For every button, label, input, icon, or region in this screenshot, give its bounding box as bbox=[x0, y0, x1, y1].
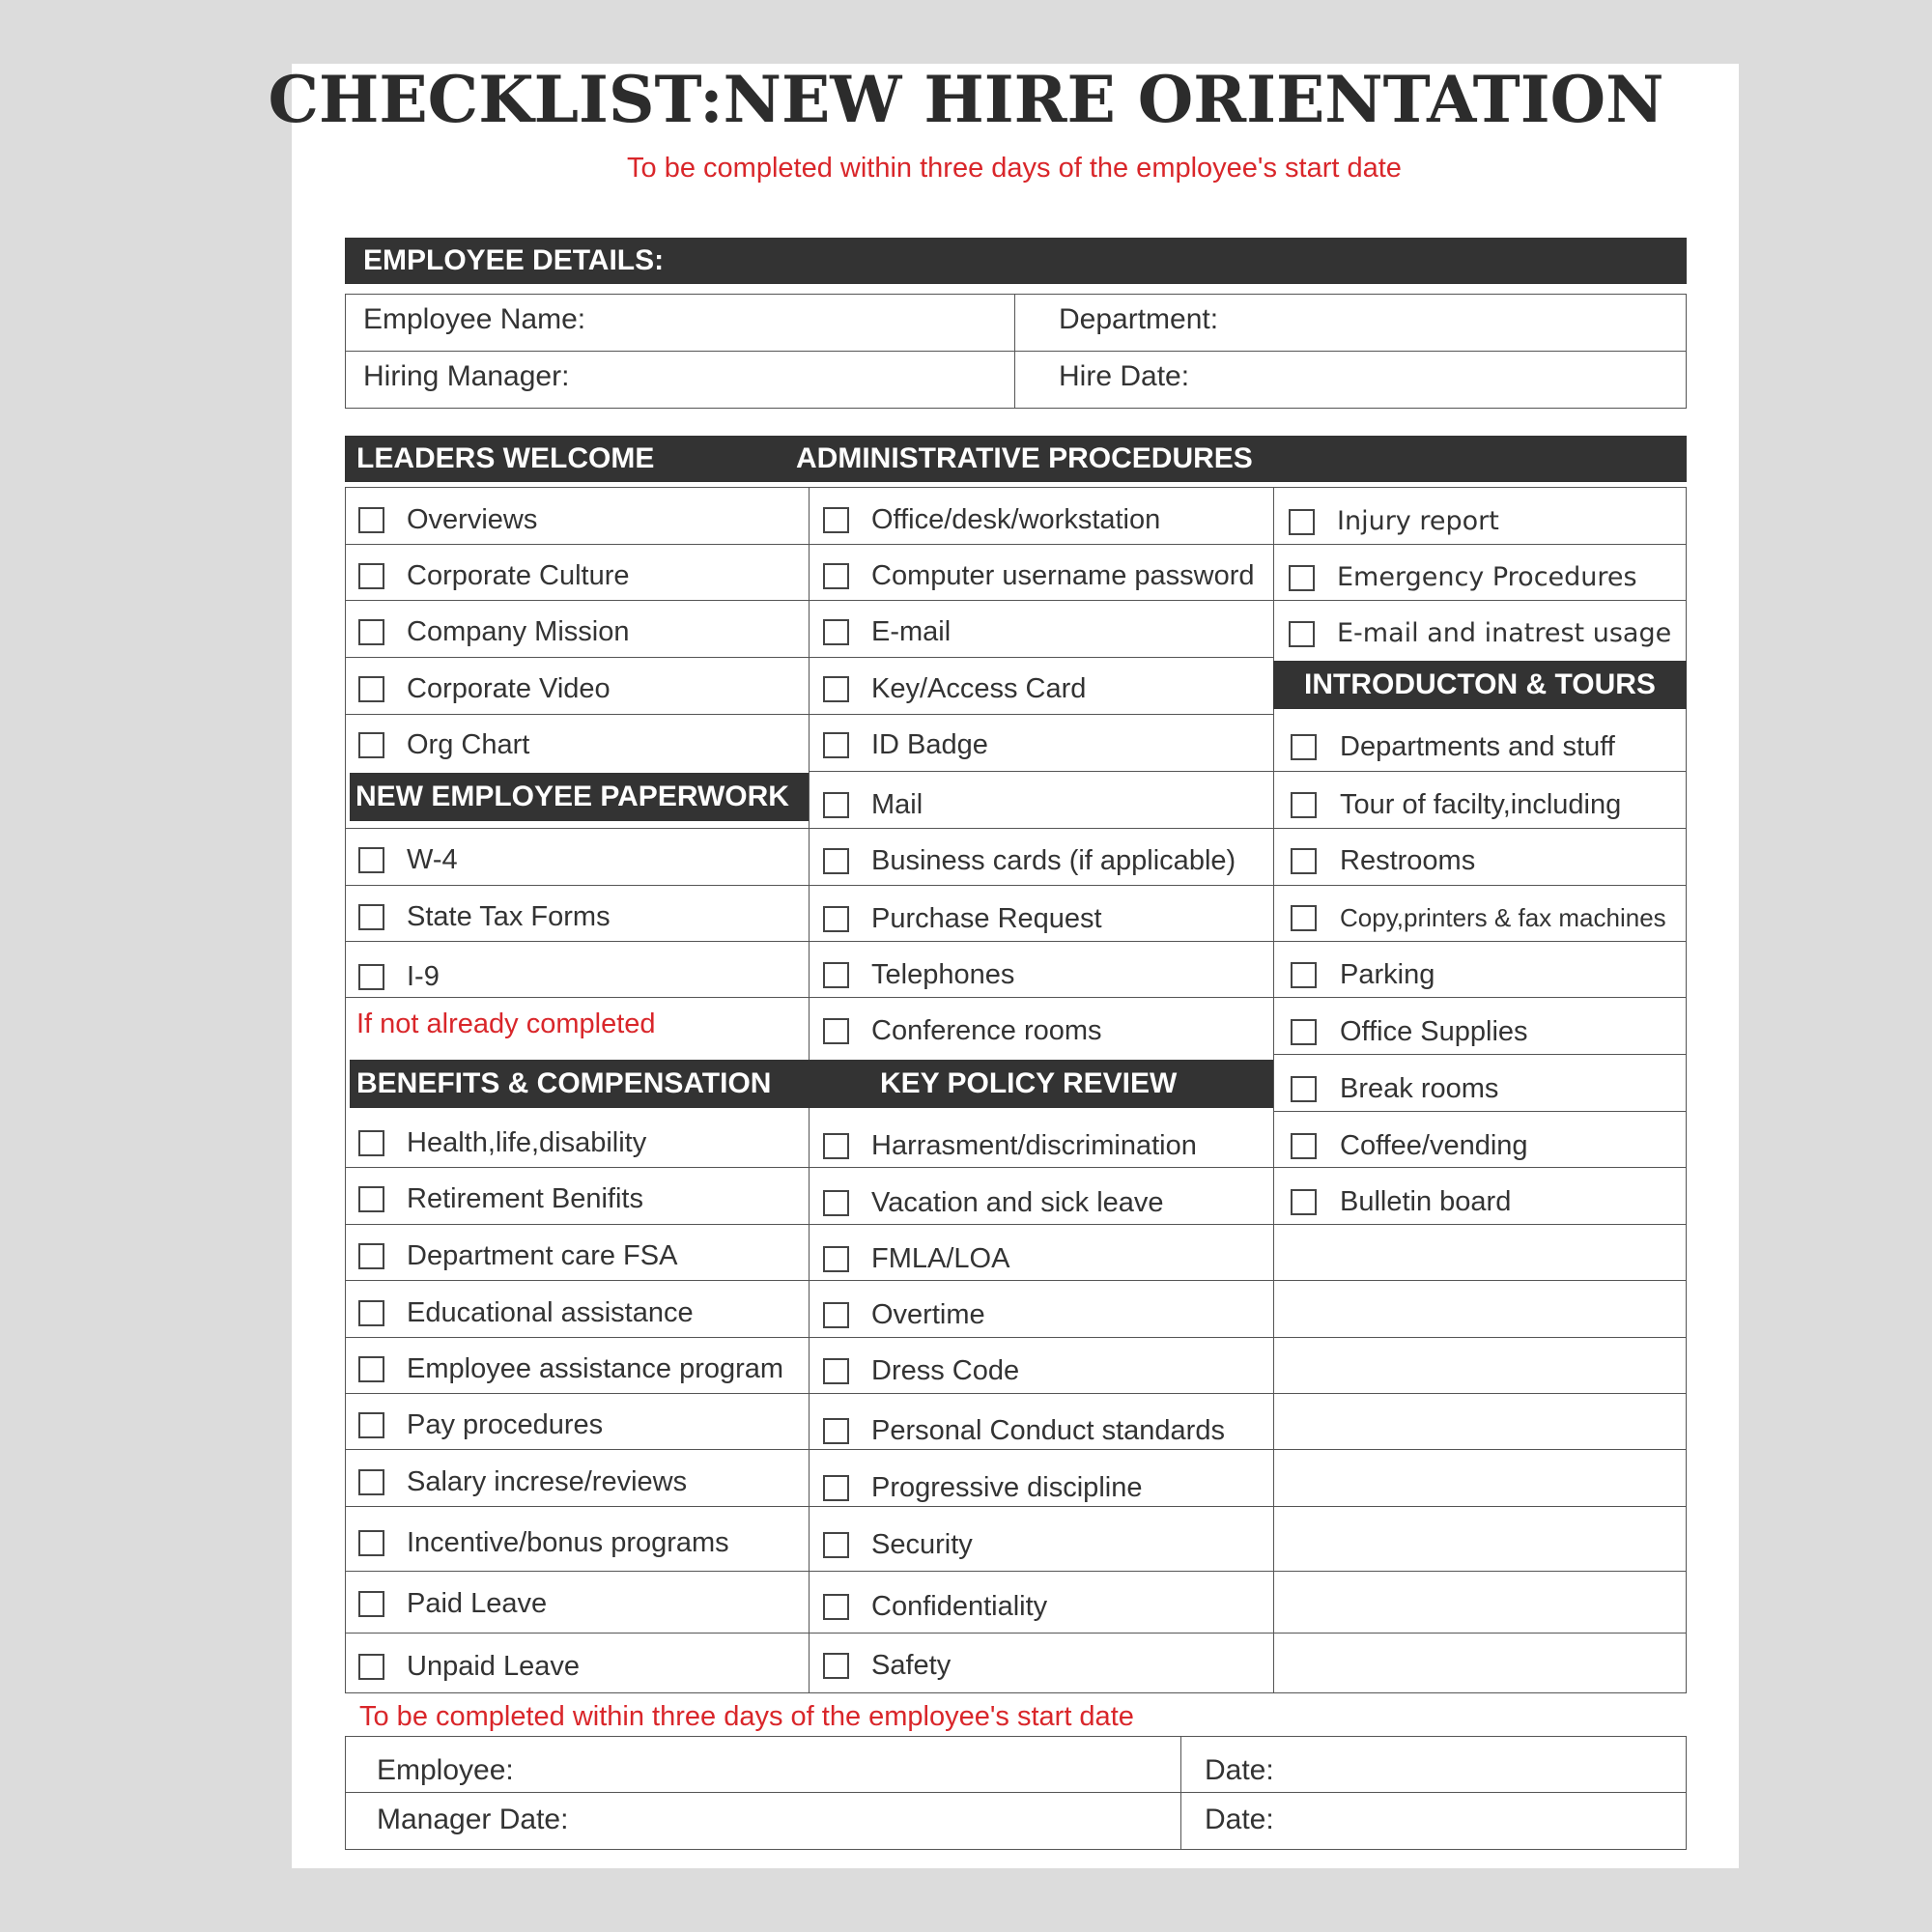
checkbox[interactable] bbox=[1291, 848, 1317, 874]
checklist-item-label: Security bbox=[871, 1529, 973, 1560]
checklist-item-label: Telephones bbox=[871, 959, 1015, 990]
checklist-item-label: Overviews bbox=[407, 504, 538, 535]
checkbox[interactable] bbox=[358, 1654, 384, 1680]
checkbox[interactable] bbox=[1291, 1133, 1317, 1159]
manager-date-field[interactable]: Manager Date: bbox=[377, 1804, 569, 1835]
checkbox[interactable] bbox=[358, 1130, 384, 1156]
checkbox[interactable] bbox=[1291, 1189, 1317, 1215]
key-policy-review-heading: KEY POLICY REVIEW bbox=[880, 1067, 1178, 1099]
checkbox[interactable] bbox=[1291, 1019, 1317, 1045]
manager-date2-field[interactable]: Date: bbox=[1205, 1804, 1274, 1835]
checkbox[interactable] bbox=[358, 1186, 384, 1212]
checkbox[interactable] bbox=[358, 1591, 384, 1617]
row-divider bbox=[1273, 1111, 1687, 1112]
checkbox[interactable] bbox=[823, 1018, 849, 1044]
row-divider bbox=[809, 657, 1273, 658]
checklist-item-label: Unpaid Leave bbox=[407, 1651, 580, 1682]
checkbox[interactable] bbox=[823, 619, 849, 645]
checklist-item-label: Office/desk/workstation bbox=[871, 504, 1161, 535]
row-divider bbox=[345, 1337, 809, 1338]
checklist-item-label: Org Chart bbox=[407, 729, 530, 760]
row-divider bbox=[809, 1449, 1273, 1450]
row-divider bbox=[1273, 885, 1687, 886]
row-divider bbox=[345, 1224, 809, 1225]
checkbox[interactable] bbox=[1291, 1076, 1317, 1102]
checklist-item-label: Office Supplies bbox=[1340, 1016, 1528, 1047]
checkbox[interactable] bbox=[1289, 565, 1315, 591]
checkbox[interactable] bbox=[358, 732, 384, 758]
checkbox[interactable] bbox=[358, 563, 384, 589]
checkbox[interactable] bbox=[358, 1412, 384, 1438]
row-divider bbox=[345, 828, 809, 829]
introductions-tours-header bbox=[1273, 661, 1687, 709]
row-divider bbox=[1273, 600, 1687, 601]
checkbox[interactable] bbox=[1289, 509, 1315, 535]
administrative-procedures-heading: ADMINISTRATIVE PROCEDURES bbox=[796, 442, 1253, 474]
checklist-item-label: W-4 bbox=[407, 844, 458, 875]
checklist-item-label: Emergency Procedures bbox=[1337, 562, 1637, 592]
checklist-item-label: Safety bbox=[871, 1650, 952, 1681]
checklist-item-label: Departments and stuff bbox=[1340, 731, 1615, 762]
checkbox[interactable] bbox=[823, 1190, 849, 1216]
checklist-item-label: Dress Code bbox=[871, 1355, 1020, 1386]
checkbox[interactable] bbox=[823, 1532, 849, 1558]
checklist-item-label: Incentive/bonus programs bbox=[407, 1527, 729, 1558]
row-divider bbox=[809, 1506, 1273, 1507]
checklist-item-label: Computer username password bbox=[871, 560, 1255, 591]
checkbox[interactable] bbox=[1291, 905, 1317, 931]
checkbox[interactable] bbox=[823, 848, 849, 874]
checklist-item-label: Coffee/vending bbox=[1340, 1130, 1528, 1161]
checklist-item-label: Restrooms bbox=[1340, 845, 1476, 876]
row-divider bbox=[809, 1393, 1273, 1394]
row-divider bbox=[345, 657, 809, 658]
row-divider bbox=[1273, 941, 1687, 942]
new-employee-paperwork-heading: NEW EMPLOYEE PAPERWORK bbox=[355, 781, 789, 812]
checkbox[interactable] bbox=[358, 1243, 384, 1269]
checklist-item-label: Educational assistance bbox=[407, 1297, 694, 1328]
row-divider bbox=[345, 1393, 809, 1394]
checklist-item-label: FMLA/LOA bbox=[871, 1243, 1010, 1274]
signature-vdivider bbox=[1180, 1736, 1181, 1850]
benefits-compensation-heading: BENEFITS & COMPENSATION bbox=[356, 1067, 772, 1099]
checkbox[interactable] bbox=[358, 847, 384, 873]
checklist-item-label: Tour of facilty,including bbox=[1340, 789, 1622, 820]
row-divider bbox=[1273, 1167, 1687, 1168]
checkbox[interactable] bbox=[823, 1133, 849, 1159]
section-header-bar bbox=[345, 436, 1687, 482]
row-divider bbox=[345, 997, 809, 998]
hire-date-field[interactable]: Hire Date: bbox=[1059, 360, 1190, 392]
row-divider bbox=[809, 828, 1273, 829]
checklist-item-label: Purchase Request bbox=[871, 903, 1102, 934]
employee-name-field[interactable]: Employee Name: bbox=[363, 303, 586, 335]
row-divider bbox=[345, 885, 809, 886]
checklist-item-label: Retirement Benifits bbox=[407, 1183, 643, 1214]
row-divider bbox=[809, 997, 1273, 998]
row-divider bbox=[345, 600, 809, 601]
paperwork-note: If not already completed bbox=[356, 1009, 656, 1039]
row-divider bbox=[1273, 1337, 1687, 1338]
row-divider bbox=[809, 885, 1273, 886]
checklist-item-label: E-mail and inatrest usage bbox=[1337, 618, 1672, 648]
employee-details-vdivider bbox=[1014, 294, 1015, 409]
row-divider bbox=[1273, 1506, 1687, 1507]
checklist-item-label: Department care FSA bbox=[407, 1240, 678, 1271]
checklist-item-label: Key/Access Card bbox=[871, 673, 1087, 704]
row-divider bbox=[345, 1167, 809, 1168]
checkbox[interactable] bbox=[823, 1594, 849, 1620]
page-subtitle: To be completed within three days of the employee's start date bbox=[627, 153, 1402, 184]
row-divider bbox=[1273, 997, 1687, 998]
new-employee-paperwork-header bbox=[350, 773, 809, 821]
checklist-item-label: Conference rooms bbox=[871, 1015, 1102, 1046]
checkbox[interactable] bbox=[1289, 621, 1315, 647]
row-divider bbox=[809, 1337, 1273, 1338]
checkbox[interactable] bbox=[358, 904, 384, 930]
checklist-item-label: I-9 bbox=[407, 961, 440, 992]
row-divider bbox=[345, 1449, 809, 1450]
row-divider bbox=[345, 1571, 809, 1572]
checkbox[interactable] bbox=[1291, 734, 1317, 760]
checklist-item-label: Salary increse/reviews bbox=[407, 1466, 688, 1497]
row-divider bbox=[1273, 828, 1687, 829]
checkbox[interactable] bbox=[823, 962, 849, 988]
row-divider bbox=[345, 941, 809, 942]
checklist-item-label: Personal Conduct standards bbox=[871, 1415, 1225, 1446]
row-divider bbox=[1273, 544, 1687, 545]
employee-signature-field[interactable]: Employee: bbox=[377, 1754, 514, 1786]
employee-details-divider bbox=[345, 351, 1687, 352]
row-divider bbox=[1273, 1224, 1687, 1225]
row-divider bbox=[345, 1633, 809, 1634]
page-title: CHECKLIST:NEW HIRE ORIENTATION bbox=[268, 62, 1664, 137]
checklist-item-label: Paid Leave bbox=[407, 1588, 548, 1619]
checklist-item-label: Company Mission bbox=[407, 616, 630, 647]
row-divider bbox=[1273, 771, 1687, 772]
checklist-item-label: Corporate Culture bbox=[407, 560, 630, 591]
checklist-item-label: Vacation and sick leave bbox=[871, 1187, 1164, 1218]
checklist-item-label: Injury report bbox=[1337, 506, 1499, 536]
checkbox[interactable] bbox=[1291, 792, 1317, 818]
checklist-item-label: Break rooms bbox=[1340, 1073, 1499, 1104]
footer-note: To be completed within three days of the employee's start date bbox=[359, 1701, 1134, 1732]
row-divider bbox=[1273, 1280, 1687, 1281]
checklist-item-label: Mail bbox=[871, 789, 923, 820]
row-divider bbox=[809, 1167, 1273, 1168]
checklist-item-label: Parking bbox=[1340, 959, 1435, 990]
row-divider bbox=[1273, 1393, 1687, 1394]
checkbox[interactable] bbox=[823, 1418, 849, 1444]
checklist-item-label: Progressive discipline bbox=[871, 1472, 1143, 1503]
leaders-welcome-heading: LEADERS WELCOME bbox=[356, 442, 655, 474]
checklist-item-label: Bulletin board bbox=[1340, 1186, 1512, 1217]
checkbox[interactable] bbox=[823, 732, 849, 758]
row-divider bbox=[809, 1633, 1273, 1634]
checkbox[interactable] bbox=[358, 1469, 384, 1495]
row-divider bbox=[809, 544, 1273, 545]
checkbox[interactable] bbox=[823, 1475, 849, 1501]
checklist-item-label: E-mail bbox=[871, 616, 952, 647]
benefits-compensation-header bbox=[350, 1060, 1273, 1108]
checklist-item-label: Pay procedures bbox=[407, 1409, 604, 1440]
checklist-item-label: Copy,printers & fax machines bbox=[1340, 903, 1666, 932]
checkbox[interactable] bbox=[823, 792, 849, 818]
row-divider bbox=[345, 1506, 809, 1507]
row-divider bbox=[809, 771, 1273, 772]
row-divider bbox=[1273, 1449, 1687, 1450]
employee-details-heading: EMPLOYEE DETAILS: bbox=[363, 244, 665, 276]
checklist-item-label: Employee assistance program bbox=[407, 1353, 784, 1384]
checklist-item-label: ID Badge bbox=[871, 729, 988, 760]
checkbox[interactable] bbox=[358, 1300, 384, 1326]
row-divider bbox=[809, 1571, 1273, 1572]
hiring-manager-field[interactable]: Hiring Manager: bbox=[363, 360, 570, 392]
checkbox[interactable] bbox=[823, 906, 849, 932]
checkbox[interactable] bbox=[358, 676, 384, 702]
row-divider bbox=[1273, 1054, 1687, 1055]
checklist-item-label: Health,life,disability bbox=[407, 1127, 647, 1158]
row-divider bbox=[345, 544, 809, 545]
checkbox[interactable] bbox=[823, 1246, 849, 1272]
checkbox[interactable] bbox=[358, 507, 384, 533]
checklist-item-label: State Tax Forms bbox=[407, 901, 611, 932]
employee-details-header bbox=[345, 238, 1687, 284]
row-divider bbox=[345, 714, 809, 715]
checkbox[interactable] bbox=[358, 619, 384, 645]
row-divider bbox=[809, 600, 1273, 601]
checkbox[interactable] bbox=[823, 507, 849, 533]
checklist-item-label: Business cards (if applicable) bbox=[871, 845, 1236, 876]
checkbox[interactable] bbox=[358, 1530, 384, 1556]
row-divider bbox=[809, 714, 1273, 715]
checklist-item-label: Overtime bbox=[871, 1299, 985, 1330]
row-divider bbox=[1273, 1633, 1687, 1634]
row-divider bbox=[1273, 1571, 1687, 1572]
introductions-tours-heading: INTRODUCTON & TOURS bbox=[1304, 668, 1656, 700]
checkbox[interactable] bbox=[1291, 962, 1317, 988]
checkbox[interactable] bbox=[823, 676, 849, 702]
checklist-item-label: Confidentiality bbox=[871, 1591, 1048, 1622]
row-divider bbox=[809, 1224, 1273, 1225]
row-divider bbox=[809, 1280, 1273, 1281]
row-divider bbox=[345, 1280, 809, 1281]
checkbox[interactable] bbox=[823, 1653, 849, 1679]
department-field[interactable]: Department: bbox=[1059, 303, 1219, 335]
signature-divider bbox=[345, 1792, 1687, 1793]
checkbox[interactable] bbox=[823, 1302, 849, 1328]
checklist-item-label: Harrasment/discrimination bbox=[871, 1130, 1197, 1161]
checkbox[interactable] bbox=[823, 1358, 849, 1384]
employee-date-field[interactable]: Date: bbox=[1205, 1754, 1274, 1786]
checkbox[interactable] bbox=[358, 1356, 384, 1382]
checkbox[interactable] bbox=[823, 563, 849, 589]
row-divider bbox=[809, 941, 1273, 942]
checkbox[interactable] bbox=[358, 964, 384, 990]
checklist-item-label: Corporate Video bbox=[407, 673, 611, 704]
